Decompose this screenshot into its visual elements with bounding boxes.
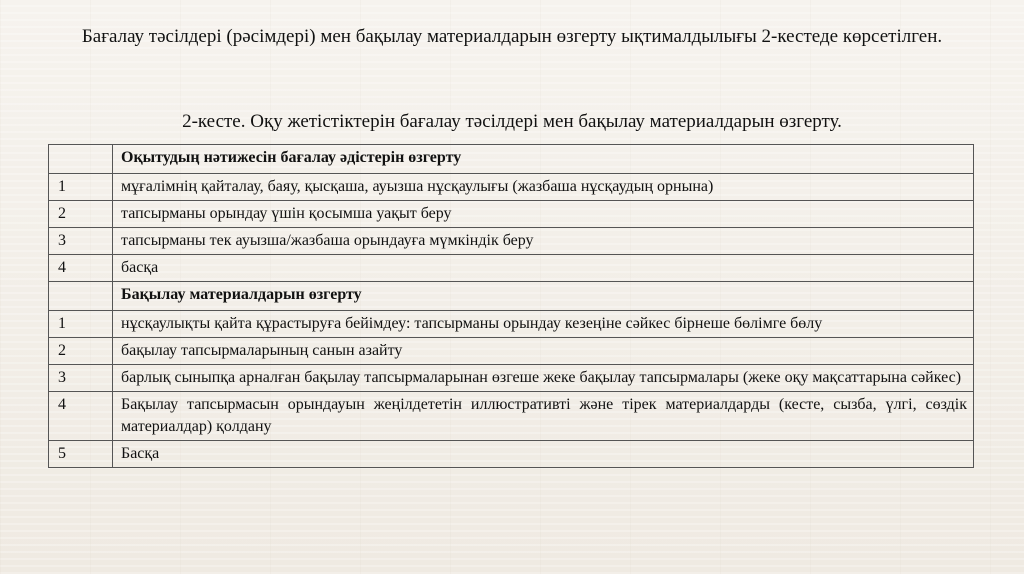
table-row: [49, 174, 974, 201]
row-number: 1: [49, 174, 113, 201]
row-number: 4: [49, 392, 113, 441]
row-text: мұғалімнің қайталау, баяу, қысқаша, ауызша нұсқаулығы (жазбаша нұсқаудың орнына): [113, 174, 974, 201]
section-title: Бақылау материалдарын өзгерту: [113, 282, 974, 311]
table-row: [49, 228, 974, 255]
section-header-assessment-methods: [49, 145, 974, 174]
row-text: барлық сыныпқа арналған бақылау тапсырмаларынан өзгеше жеке бақылау тапсырмалары (жеке оқу мақсаттарына сәйкес): [113, 365, 974, 392]
section-title: Оқытудың нәтижесін бағалау әдістерін өзгерту: [113, 145, 974, 174]
row-text: тапсырманы орындау үшін қосымша уақыт беру: [113, 201, 974, 228]
table-row: [49, 365, 974, 392]
row-text: тапсырманы тек ауызша/жазбаша орындауға мүмкіндік беру: [113, 228, 974, 255]
table-row: [49, 441, 974, 468]
assessment-table: [48, 144, 974, 468]
row-number: 3: [49, 228, 113, 255]
row-number: 4: [49, 255, 113, 282]
section-number-cell: [49, 282, 113, 311]
row-text: бақылау тапсырмаларының санын азайту: [113, 338, 974, 365]
table-caption: 2-кесте. Оқу жетістіктерін бағалау тәсілдері мен бақылау материалдарын өзгерту.: [182, 111, 842, 132]
row-number: 3: [49, 365, 113, 392]
row-number: 2: [49, 201, 113, 228]
row-number: 2: [49, 338, 113, 365]
row-number: 5: [49, 441, 113, 468]
row-number: 1: [49, 311, 113, 338]
row-text: Бақылау тапсырмасын орындауын жеңілдететін иллюстративті және тірек материалдарды (кесте, сызба, үлгі, сөздік материалдар) қолдану: [113, 392, 974, 441]
table-row: [49, 201, 974, 228]
table-row: [49, 338, 974, 365]
row-text: Басқа: [113, 441, 974, 468]
section-header-control-materials: [49, 282, 974, 311]
intro-paragraph: Бағалау тәсілдері (рәсімдері) мен бақылау материалдарын өзгерту ықтималдылығы 2-кестеде көрсетілген.: [81, 26, 943, 47]
table-row: [49, 255, 974, 282]
row-text: нұсқаулықты қайта құрастыруға бейімдеу: тапсырманы орындау кезеңіне сәйкес бірнеше бөлімге бөлу: [113, 311, 974, 338]
section-number-cell: [49, 145, 113, 174]
row-text: басқа: [113, 255, 974, 282]
table-row: [49, 392, 974, 441]
table-row: [49, 311, 974, 338]
